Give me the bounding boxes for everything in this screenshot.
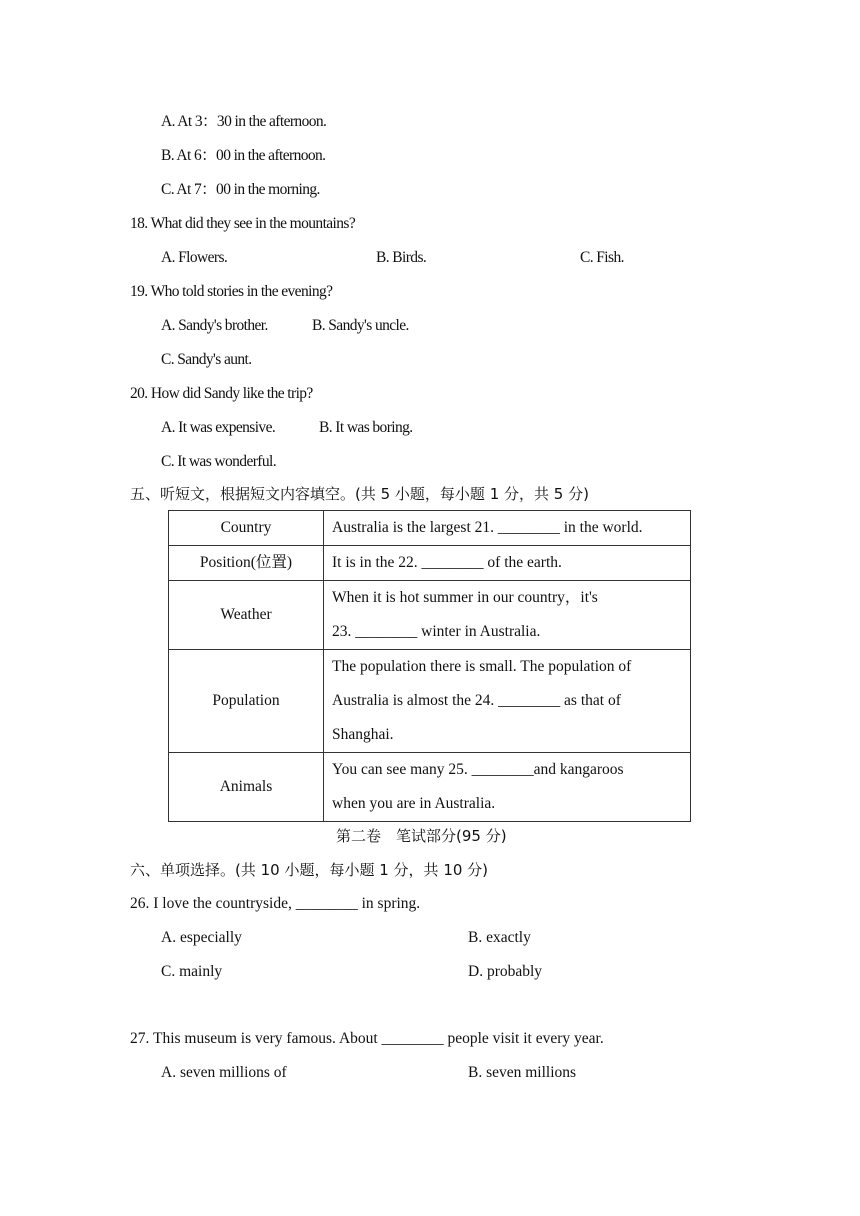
q27-stem: 27. This museum is very famous. About ________ people visit it every year. (130, 1030, 604, 1047)
q26-option-c: C. mainly (161, 963, 223, 980)
row-key: Animals (169, 753, 324, 822)
q17-option-b: B. At 6：00 in the afternoon. (161, 147, 326, 164)
part2-title: 第二卷 笔试部分(95 分) (336, 827, 507, 845)
table-row (169, 581, 691, 650)
q26-option-d: D. probably (468, 963, 543, 980)
row-key: Population (169, 650, 324, 753)
q27-option-b: B. seven millions (468, 1064, 577, 1081)
section6-heading: 六、单项选择。(共 10 小题，每小题 1 分，共 10 分) (130, 861, 489, 879)
row-value (324, 546, 691, 581)
q20-option-b: B. It was boring. (319, 419, 413, 436)
table-row (169, 511, 691, 546)
q18-option-c: C. Fish. (580, 249, 624, 266)
q19-option-b: B. Sandy's uncle. (312, 317, 409, 334)
table-row (169, 546, 691, 581)
q18-option-a: A. Flowers. (161, 249, 228, 266)
row-value-line: You can see many 25. ________and kangaroos (332, 761, 624, 778)
q20-option-c: C. It was wonderful. (161, 453, 276, 470)
q19-option-c: C. Sandy's aunt. (161, 351, 252, 368)
row-value-line: When it is hot summer in our country，it's (332, 589, 598, 606)
row-value-line: The population there is small. The population of (332, 658, 632, 675)
q26-option-a: A. especially (161, 929, 242, 946)
row-value-line: when you are in Australia. (332, 795, 496, 812)
section5-heading: 五、听短文，根据短文内容填空。(共 5 小题，每小题 1 分，共 5 分) (130, 485, 589, 503)
row-key: Position(位置) (169, 546, 324, 581)
q20-stem: 20. How did Sandy like the trip? (130, 385, 313, 402)
row-key: Country (169, 511, 324, 546)
q19-option-a: A. Sandy's brother. (161, 317, 268, 334)
row-value (324, 650, 691, 753)
q17-option-c: C. At 7：00 in the morning. (161, 181, 320, 198)
q20-option-a: A. It was expensive. (161, 419, 276, 436)
row-value (324, 581, 691, 650)
q19-stem: 19. Who told stories in the evening? (130, 283, 333, 300)
q17-option-a: A. At 3：30 in the afternoon. (161, 113, 327, 130)
row-value-line: Shanghai. (332, 726, 394, 743)
row-value-line: 23. ________ winter in Australia. (332, 623, 541, 640)
row-value (324, 753, 691, 822)
row-value-line: It is in the 22. ________ of the earth. (332, 554, 562, 571)
row-key: Weather (169, 581, 324, 650)
row-value-line: Australia is almost the 24. ________ as that of (332, 692, 621, 709)
table-row (169, 753, 691, 822)
q18-stem: 18. What did they see in the mountains? (130, 215, 356, 232)
table-row (169, 650, 691, 753)
q26-stem: 26. I love the countryside, ________ in spring. (130, 895, 421, 912)
row-value (324, 511, 691, 546)
q26-option-b: B. exactly (468, 929, 531, 946)
q18-option-b: B. Birds. (376, 249, 427, 266)
row-value-line: Australia is the largest 21. ________ in the world. (332, 519, 643, 536)
q27-option-a: A. seven millions of (161, 1064, 287, 1081)
fill-in-table (168, 510, 691, 822)
